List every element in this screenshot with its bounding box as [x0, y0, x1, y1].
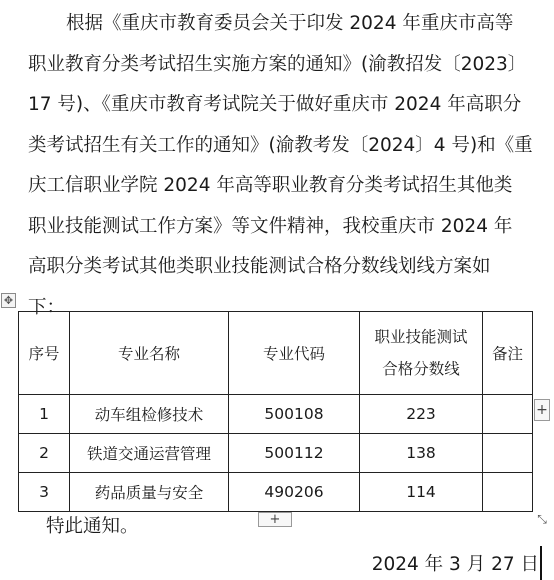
cell-major-name[interactable]: 动车组检修技术 — [70, 395, 229, 434]
header-major-name[interactable]: 专业名称 — [70, 312, 229, 395]
paragraph-line: 职业教育分类考试招生实施方案的通知》(渝教招发〔2023〕 — [28, 53, 527, 75]
score-table — [18, 311, 533, 512]
header-score-line[interactable] — [360, 312, 483, 395]
paragraph-line: 职业技能测试工作方案》等文件精神，我校重庆市 2024 年 — [28, 215, 513, 237]
cell-index[interactable]: 2 — [19, 434, 70, 473]
header-score-line-2: 合格分数线 — [382, 360, 460, 378]
text-cursor — [540, 546, 542, 580]
paragraph-line: 17 号)、《重庆市教育考试院关于做好重庆市 2024 年高职分 — [28, 94, 522, 115]
cell-major-code[interactable]: 500108 — [229, 395, 360, 434]
paragraph-line: 下： — [28, 296, 66, 318]
table-resize-handle[interactable] — [534, 512, 550, 526]
document-date: 2024 年 3 月 27 日 — [371, 554, 539, 575]
cell-index[interactable]: 1 — [19, 395, 70, 434]
cell-score[interactable]: 223 — [360, 395, 483, 434]
table-move-handle[interactable] — [1, 293, 16, 308]
add-row-button[interactable] — [534, 399, 550, 421]
add-column-button[interactable] — [258, 512, 292, 527]
table-row — [19, 473, 533, 512]
paragraph-line: 根据《重庆市教育委员会关于印发 2024 年重庆市高等 — [66, 13, 514, 34]
document-paragraph — [28, 4, 542, 328]
plus-icon: + — [269, 512, 281, 527]
header-major-code[interactable]: 专业代码 — [229, 312, 360, 395]
table-row — [19, 395, 533, 434]
paragraph-line: 类考试招生有关工作的通知》(渝教考发〔2024〕4 号)和《重 — [28, 134, 533, 156]
cell-remark[interactable] — [483, 473, 533, 512]
cell-major-code[interactable]: 500112 — [229, 434, 360, 473]
resize-icon: ⤡ — [537, 512, 547, 526]
table-header-row — [19, 312, 533, 395]
cell-major-code[interactable]: 490206 — [229, 473, 360, 512]
header-remark[interactable]: 备注 — [483, 312, 533, 395]
closing-notice: 特此通知。 — [46, 516, 139, 537]
cell-score[interactable]: 138 — [360, 434, 483, 473]
paragraph-line: 高职分类考试其他类职业技能测试合格分数线划线方案如 — [28, 256, 491, 277]
cell-major-name[interactable]: 药品质量与安全 — [70, 473, 229, 512]
header-index[interactable]: 序号 — [19, 312, 70, 395]
plus-icon: + — [536, 402, 548, 418]
header-score-line-1: 职业技能测试 — [374, 328, 468, 346]
cell-index[interactable]: 3 — [19, 473, 70, 512]
table-row — [19, 434, 533, 473]
cell-major-name[interactable]: 铁道交通运营管理 — [70, 434, 229, 473]
move-icon: ✥ — [3, 294, 14, 307]
cell-remark[interactable] — [483, 434, 533, 473]
paragraph-line: 庆工信职业学院 2024 年高等职业教育分类考试招生其他类 — [28, 175, 513, 196]
cell-score[interactable]: 114 — [360, 473, 483, 512]
cell-remark[interactable] — [483, 395, 533, 434]
